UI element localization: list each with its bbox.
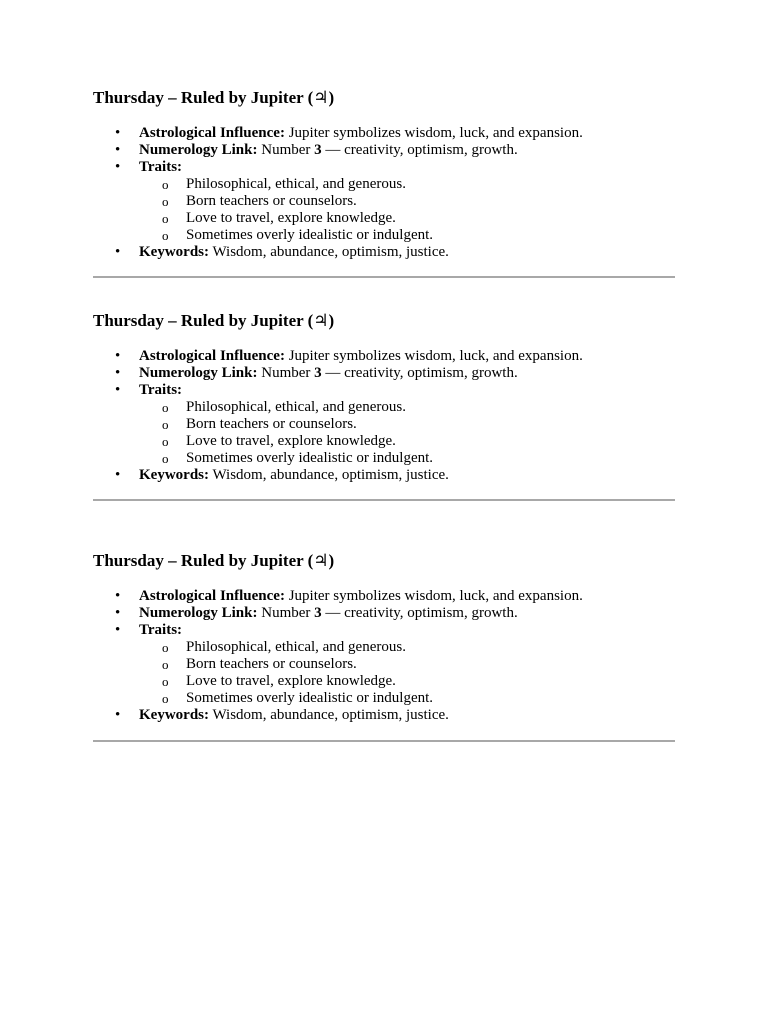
keywords-label: Keywords:: [139, 244, 209, 260]
traits-sublist: [139, 399, 583, 467]
traits-label: Traits:: [139, 622, 183, 638]
keywords-item: [93, 244, 583, 261]
numerology-link-prefix: Number: [257, 142, 315, 158]
bullet-list: [93, 125, 583, 261]
keywords-text: Wisdom, abundance, optimism, justice.: [209, 467, 449, 483]
trait-item: o Love to travel, explore knowledge.: [139, 433, 583, 450]
numerology-link-item: [93, 605, 583, 622]
keywords-item: [93, 707, 583, 724]
numerology-link-label: Numerology Link:: [139, 365, 258, 381]
numerology-link-label: Numerology Link:: [139, 142, 258, 158]
trait-item: o Sometimes overly idealistic or indulgent.: [139, 450, 583, 467]
trait-item: o Philosophical, ethical, and generous.: [139, 399, 583, 416]
trait-item: o Love to travel, explore knowledge.: [139, 673, 583, 690]
traits-label: Traits:: [139, 382, 183, 398]
numerology-link-label: Numerology Link:: [139, 605, 258, 621]
astrological-influence-label: Astrological Influence:: [139, 588, 285, 604]
numerology-link-prefix: Number: [257, 365, 315, 381]
keywords-label: Keywords:: [139, 707, 209, 723]
section-heading: Thursday – Ruled by Jupiter (♃): [93, 88, 335, 107]
astrological-influence-text: Jupiter symbolizes wisdom, luck, and expansion.: [284, 588, 583, 604]
numerology-link-item: [93, 365, 583, 382]
keywords-label: Keywords:: [139, 467, 209, 483]
traits-item: [93, 622, 583, 707]
numerology-link-text: — creativity, optimism, growth.: [321, 142, 518, 158]
trait-item: o Born teachers or counselors.: [139, 193, 583, 210]
horizontal-divider: [93, 276, 675, 278]
trait-item: o Born teachers or counselors.: [139, 656, 583, 673]
numerology-link-prefix: Number: [257, 605, 315, 621]
horizontal-divider: [93, 740, 675, 742]
keywords-item: [93, 467, 583, 484]
traits-sublist: [139, 176, 583, 244]
traits-item: [93, 159, 583, 244]
astrological-influence-label: Astrological Influence:: [139, 348, 285, 364]
trait-item: o Love to travel, explore knowledge.: [139, 210, 583, 227]
numerology-link-text: — creativity, optimism, growth.: [321, 605, 518, 621]
astrological-influence-text: Jupiter symbolizes wisdom, luck, and expansion.: [284, 125, 583, 141]
traits-label: Traits:: [139, 159, 183, 175]
numerology-number: 3: [314, 365, 322, 381]
section-heading: Thursday – Ruled by Jupiter (♃): [93, 551, 335, 570]
section-heading: Thursday – Ruled by Jupiter (♃): [93, 311, 335, 330]
astrological-influence-item: [93, 588, 583, 605]
trait-item: o Sometimes overly idealistic or indulgent.: [139, 227, 583, 244]
numerology-number: 3: [314, 605, 322, 621]
keywords-text: Wisdom, abundance, optimism, justice.: [209, 707, 449, 723]
horizontal-divider: [93, 499, 675, 501]
trait-item: o Philosophical, ethical, and generous.: [139, 176, 583, 193]
bullet-list: [93, 348, 583, 484]
astrological-influence-text: Jupiter symbolizes wisdom, luck, and expansion.: [284, 348, 583, 364]
trait-item: o Born teachers or counselors.: [139, 416, 583, 433]
astrological-influence-label: Astrological Influence:: [139, 125, 285, 141]
keywords-text: Wisdom, abundance, optimism, justice.: [209, 244, 449, 260]
traits-item: [93, 382, 583, 467]
trait-item: o Sometimes overly idealistic or indulgent.: [139, 690, 583, 707]
numerology-link-item: [93, 142, 583, 159]
astrological-influence-item: [93, 348, 583, 365]
numerology-number: 3: [314, 142, 322, 158]
astrological-influence-item: [93, 125, 583, 142]
bullet-list: [93, 588, 583, 724]
trait-item: o Philosophical, ethical, and generous.: [139, 639, 583, 656]
numerology-link-text: — creativity, optimism, growth.: [321, 365, 518, 381]
traits-sublist: [139, 639, 583, 707]
